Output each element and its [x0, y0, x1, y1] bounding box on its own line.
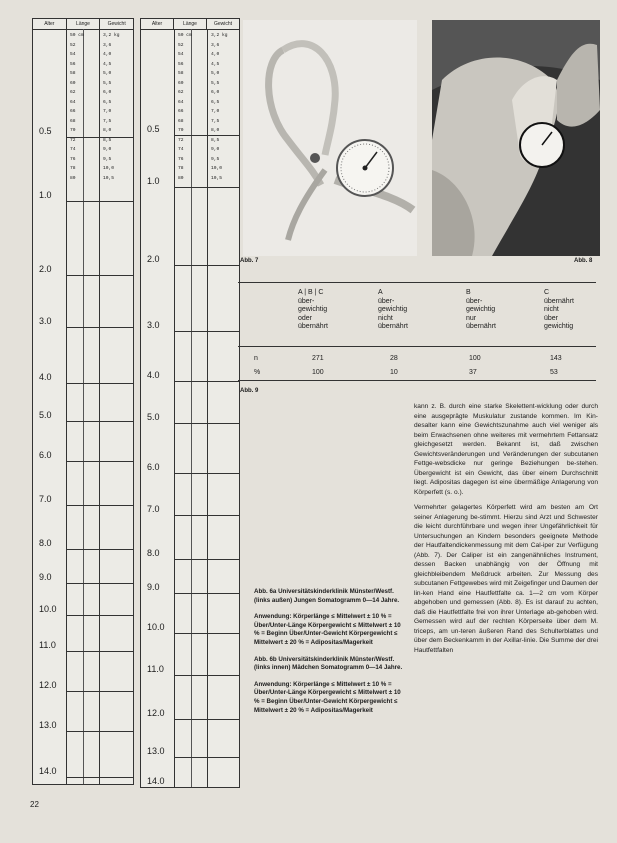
weight-value: 3,6 [211, 42, 220, 48]
length-value: 74 [178, 147, 184, 152]
age-label: 12.0 [39, 680, 57, 690]
table-cell: 143 [550, 355, 562, 362]
weight-value: 3,2 kg [211, 33, 228, 38]
body-text [414, 402, 598, 661]
header-line: nur [466, 314, 477, 322]
header-age: Alter [33, 19, 67, 29]
age-band-separator [66, 275, 133, 276]
header-line: nicht [378, 314, 393, 322]
age-label: 11.0 [147, 664, 164, 674]
table-header-b [466, 289, 496, 332]
age-band-separator [66, 731, 133, 732]
legend-boys-title: Abb. 6a Universitätskinderklinik Münster/Westf. (links außen) Jungen Somatogramm 0—14 Jahre. [254, 588, 400, 604]
length-value: 80 [70, 175, 76, 181]
weight-value: 7,0 [103, 109, 112, 114]
length-value: 72 [70, 137, 76, 143]
column-divider [174, 29, 175, 787]
age-band-separator [66, 505, 133, 506]
age-band-separator [174, 719, 239, 720]
weight-value: 8,5 [103, 137, 112, 143]
age-band-separator [66, 383, 133, 384]
length-value: 56 [70, 61, 76, 67]
age-band-separator [174, 787, 239, 788]
age-band-separator [174, 633, 239, 634]
weight-value: 9,0 [211, 147, 220, 152]
age-label: 4.0 [147, 370, 160, 380]
length-value: 62 [178, 90, 184, 95]
table-cell: 100 [469, 355, 481, 362]
paragraph: kann z. B. durch eine starke Skelettent-wicklung oder durch eine ausgeprägte Muskulatur zustande kommen. Im Kin-desalter kann eine Gewichtszunahme auch viel weniger als beim Erwachsenen ohne weiteres mit vermehrtem Fettansatz gleichgesetzt werden. Bekannt ist, daß zwischen Gewichtsveränderungen und Veränderungen der subcutanen Fettge-websdicke nur geringe Beziehungen be-stehen. Übergewicht ist ein Gewicht, das über einem Durchschnitt liegt. Adipositas dagegen ist eine übermäßige Anlagerung von Körperfett (s. o.). [414, 403, 598, 496]
age-band-separator [174, 331, 239, 332]
caliper-photo [243, 20, 417, 256]
age-band-separator [66, 137, 133, 138]
table-bottom-rule [238, 380, 596, 381]
page-number: 22 [30, 800, 39, 809]
header-line: A [378, 289, 383, 296]
age-band-separator [174, 423, 239, 424]
age-band-separator [174, 473, 239, 474]
age-label: 3.0 [147, 320, 160, 330]
header-line: gewichtig [466, 306, 496, 313]
header-line: übernährt [466, 323, 496, 330]
age-band-separator [174, 135, 239, 136]
age-label: 6.0 [147, 462, 160, 472]
header-line: übernährt [544, 297, 574, 305]
length-value: 58 [70, 71, 76, 76]
header-line: übernährt [378, 323, 408, 330]
figure-7-caption: Abb. 7 [240, 258, 259, 264]
figure-9-caption: Abb. 9 [240, 388, 259, 394]
header-length: Länge [174, 19, 207, 29]
weight-value: 4,0 [211, 52, 220, 57]
age-band-separator [174, 187, 239, 188]
row-label-percent: % [254, 369, 261, 376]
age-band-separator [66, 461, 133, 462]
header-line: A | B | C [298, 289, 324, 296]
somatogram-boys [32, 18, 134, 785]
length-axis [191, 29, 192, 787]
table-cell: 37 [469, 369, 477, 376]
age-label: 8.0 [147, 548, 160, 558]
somatogram-legend [254, 588, 404, 723]
weight-value: 4,5 [103, 61, 112, 67]
length-value: 56 [178, 61, 184, 67]
age-label: 2.0 [147, 254, 160, 264]
weight-value: 9,5 [211, 156, 220, 162]
weight-value: 6,0 [103, 90, 112, 95]
weight-value: 8,5 [211, 137, 220, 143]
weight-value: 6,0 [211, 90, 220, 95]
age-band-separator [66, 691, 133, 692]
age-band-separator [66, 549, 133, 550]
length-value: 80 [178, 175, 184, 181]
header-line: gewichtig [378, 306, 408, 313]
weight-value: 10,5 [211, 175, 223, 181]
weight-value: 4,0 [103, 52, 112, 57]
age-band-separator [66, 583, 133, 584]
weight-value: 5,0 [103, 71, 112, 76]
age-label: 14.0 [147, 776, 165, 786]
header-line: über- [298, 297, 315, 305]
somatogram-header [141, 19, 239, 30]
weight-value: 3,2 kg [103, 33, 120, 38]
age-label: 0.5 [147, 124, 160, 134]
weight-value: 7,0 [211, 109, 220, 114]
age-label: 9.0 [147, 582, 160, 592]
column-divider [99, 29, 100, 784]
weight-value: 3,6 [103, 42, 112, 48]
age-band-separator [66, 651, 133, 652]
weight-value: 10,5 [103, 175, 115, 181]
header-length: Länge [67, 19, 101, 29]
length-value: 74 [70, 147, 76, 152]
header-line: über- [466, 297, 483, 305]
length-value: 66 [178, 109, 184, 114]
header-weight: Gewicht [213, 21, 233, 27]
age-band-separator [174, 515, 239, 516]
age-band-separator [66, 421, 133, 422]
header-line: nicht [544, 306, 559, 313]
length-axis [83, 29, 84, 784]
length-value: 60 [70, 80, 76, 86]
age-band-separator [174, 559, 239, 560]
legend-girls-title: Abb. 6b Universitätskinderklinik Münster/Westf. (links innen) Mädchen Somatogramm 0—14 Jahre. [254, 655, 403, 672]
table-mid-rule [238, 346, 596, 347]
length-value: 72 [178, 137, 184, 143]
length-value: 50 cm [178, 33, 192, 38]
age-band-separator [174, 381, 239, 382]
figure-8-caption: Abb. 8 [574, 258, 593, 264]
age-label: 0.5 [39, 126, 52, 136]
age-label: 5.0 [39, 410, 52, 420]
age-band-separator [66, 777, 133, 778]
length-value: 68 [70, 118, 76, 124]
column-divider [207, 29, 208, 787]
length-value: 70 [70, 128, 76, 133]
skinfold-measurement-photo [432, 20, 600, 256]
header-line: über [544, 314, 559, 322]
age-label: 10.0 [147, 622, 165, 632]
age-label: 3.0 [39, 316, 52, 326]
length-value: 66 [70, 109, 76, 114]
length-value: 54 [70, 52, 76, 57]
age-label: 1.0 [39, 190, 52, 200]
weight-value: 8,0 [103, 128, 112, 133]
age-label: 7.0 [39, 494, 52, 504]
table-header-a [378, 289, 408, 332]
length-value: 64 [178, 99, 184, 105]
age-label: 4.0 [39, 372, 52, 382]
table-cell: 100 [312, 369, 324, 376]
weight-value: 10,0 [211, 166, 223, 171]
age-label: 1.0 [147, 176, 160, 186]
age-band-separator [174, 675, 239, 676]
weight-value: 9,0 [103, 147, 112, 152]
weight-value: 6,5 [103, 99, 112, 105]
weight-value: 9,5 [103, 156, 112, 162]
legend-boys-usage: Anwendung: Körperlänge ≤ Mittelwert ± 10 % = Über/Unter-Länge Körpergewicht ≤ Mittelwert ± 10 % = Beginn Über/Unter-Gewicht Körpergewicht ≤ Mittelwert ± 20 % = Adipositas/Magerkeit [254, 613, 401, 646]
weight-value: 8,0 [211, 128, 220, 133]
column-divider [66, 29, 67, 784]
weight-value: 5,5 [103, 80, 112, 86]
length-value: 52 [178, 42, 184, 48]
age-label: 6.0 [39, 450, 52, 460]
length-value: 70 [178, 128, 184, 133]
age-label: 12.0 [147, 708, 165, 718]
table-header-all [298, 289, 328, 332]
header-weight: Gewicht [107, 21, 126, 27]
length-value: 78 [70, 166, 76, 171]
legend-girls-usage: Anwendung: Körperlänge ≤ Mittelwert ± 10 % = Über/Unter-Länge Körpergewicht ≤ Mittelwert ± 10 % = Beginn Über/Unter-Gewicht Körpergewicht ≤ Mittelwert ± 20 % = Adipositas/Magerkeit [254, 680, 401, 714]
length-value: 60 [178, 80, 184, 86]
age-label: 7.0 [147, 504, 160, 514]
header-line: über- [378, 297, 395, 305]
measurement-illustration [432, 20, 600, 256]
weight-value: 5,0 [211, 71, 220, 76]
table-top-rule [238, 282, 596, 283]
length-value: 62 [70, 90, 76, 95]
length-value: 76 [70, 156, 76, 162]
table-cell: 271 [312, 355, 324, 362]
header-age: Alter [141, 19, 174, 29]
weight-value: 6,5 [211, 99, 220, 105]
age-band-separator [66, 201, 133, 202]
weight-value: 7,5 [103, 118, 112, 124]
age-label: 13.0 [147, 746, 165, 756]
length-value: 50 cm [70, 33, 84, 38]
length-value: 52 [70, 42, 76, 48]
age-band-separator [174, 593, 239, 594]
age-label: 2.0 [39, 264, 52, 274]
age-label: 14.0 [39, 766, 57, 776]
table-cell: 28 [390, 355, 398, 362]
age-band-separator [174, 265, 239, 266]
age-label: 8.0 [39, 538, 52, 548]
weight-value: 10,0 [103, 166, 115, 171]
header-line: übernährt [298, 323, 328, 330]
paragraph: Vermehrter gelagertes Körperfett wird am besten am Ort seiner Anlagerung be-stimmt. Hierzu sind Arzt und Schwester die leicht durchführbare und wegen ihrer Ungefährlichkeit für Untersuchungen an Kindern besonders geeignete Methode der Hautfaltendickenmessung mit dem Cal-iper zur Verfügung (Abb. 7). Der Caliper ist ein zangenähnliches Instrument, dessen Backen unabhängig von der Öffnung mit gleichbleibendem Meßdruck arbeiten. Zur Messung des subcutanen Fettgewebes wird mit Zeigefinger und Daumen der lin-ken Hand eine Hautfettfalte ca. 1—2 cm vom Körper abgehoben und gemessen (Abb. 8). Es ist darauf zu achten, daß die Hautfettfalte frei von ihrer Unterlage ab-gehoben wird. Gemessen wird auf der rechten Körperseite über dem M. triceps, am un-teren äußeren Rand des Schulterblattes und über dem Beckenkamm in der Axillar-linie. Die Summe der drei Hautfettfalten [414, 504, 598, 654]
age-label: 9.0 [39, 572, 52, 582]
header-line: C [544, 289, 550, 296]
somatogram-girls [140, 18, 240, 788]
age-label: 11.0 [39, 640, 56, 650]
age-band-separator [174, 757, 239, 758]
length-value: 78 [178, 166, 184, 171]
age-band-separator [66, 615, 133, 616]
age-label: 13.0 [39, 720, 57, 730]
length-value: 76 [178, 156, 184, 162]
age-label: 10.0 [39, 604, 57, 614]
age-label: 5.0 [147, 412, 160, 422]
caliper-illustration [243, 20, 417, 256]
length-value: 68 [178, 118, 184, 124]
length-value: 64 [70, 99, 76, 105]
age-band-separator [66, 327, 133, 328]
table-cell: 53 [550, 369, 558, 376]
header-line: oder [298, 314, 313, 322]
table-cell: 10 [390, 369, 398, 376]
weight-value: 7,5 [211, 118, 220, 124]
length-value: 58 [178, 71, 184, 76]
weight-value: 4,5 [211, 61, 220, 67]
table-header-c [544, 289, 574, 332]
header-line: gewichtig [298, 306, 328, 313]
row-label-n: n [254, 355, 258, 362]
length-value: 54 [178, 52, 184, 57]
header-line: B [466, 289, 471, 296]
header-line: gewichtig [544, 323, 574, 330]
weight-value: 5,5 [211, 80, 220, 86]
